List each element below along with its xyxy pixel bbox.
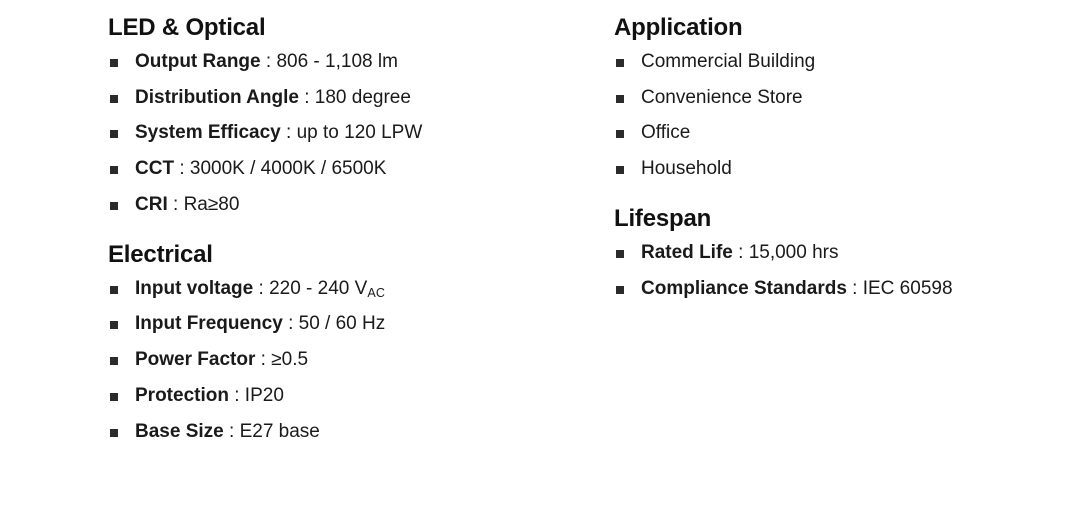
square-bullet-icon xyxy=(110,202,118,210)
list-item xyxy=(108,51,578,74)
list-item xyxy=(108,87,578,110)
spec-separator: : xyxy=(253,277,270,299)
list-item xyxy=(108,122,578,145)
square-bullet-icon xyxy=(110,357,118,365)
section-electrical xyxy=(108,241,578,444)
list-item xyxy=(108,194,578,217)
spec-value: Commercial Building xyxy=(641,50,816,72)
spec-value: ≥0.5 xyxy=(271,349,309,371)
spec-separator: : xyxy=(280,122,297,144)
list-item xyxy=(614,87,1054,110)
spec-value: Ra≥80 xyxy=(183,193,240,215)
spec-value: E27 base xyxy=(239,420,320,442)
spec-separator: : xyxy=(282,313,299,335)
square-bullet-icon xyxy=(110,95,118,103)
spec-value: 180 degree xyxy=(314,86,411,108)
left-column xyxy=(108,0,578,457)
spec-value: 15,000 hrs xyxy=(748,241,839,263)
square-bullet-icon xyxy=(110,429,118,437)
spec-separator: : xyxy=(228,384,245,406)
section-application xyxy=(614,14,1054,181)
section-lifespan xyxy=(614,205,1054,300)
spec-value-subscript: AC xyxy=(367,285,386,300)
square-bullet-icon xyxy=(616,95,624,103)
spec-list-lifespan xyxy=(614,242,1054,301)
list-item xyxy=(614,278,1054,301)
spec-separator: : xyxy=(732,241,749,263)
square-bullet-icon xyxy=(616,286,624,294)
spec-label: Input voltage xyxy=(135,277,254,299)
square-bullet-icon xyxy=(110,393,118,401)
spec-list-electrical xyxy=(108,278,578,444)
spec-label: Compliance Standards xyxy=(641,277,847,299)
spec-value: IP20 xyxy=(244,384,284,406)
list-item xyxy=(614,122,1054,145)
spec-label: System Efficacy xyxy=(135,122,281,144)
spec-label: Base Size xyxy=(135,420,224,442)
square-bullet-icon xyxy=(110,321,118,329)
list-item xyxy=(108,421,578,444)
list-item xyxy=(108,313,578,336)
square-bullet-icon xyxy=(110,166,118,174)
spec-label: Output Range xyxy=(135,50,261,72)
spec-value: 3000K / 4000K / 6500K xyxy=(189,158,387,180)
list-item xyxy=(614,242,1054,265)
section-title-led-optical: LED & Optical xyxy=(108,14,266,41)
spec-value: Household xyxy=(641,158,732,180)
square-bullet-icon xyxy=(110,59,118,67)
spec-label: Rated Life xyxy=(641,241,733,263)
spec-separator: : xyxy=(255,349,272,371)
section-led-optical xyxy=(108,14,578,217)
list-item xyxy=(108,385,578,408)
square-bullet-icon xyxy=(616,250,624,258)
right-column xyxy=(614,0,1054,313)
list-item xyxy=(614,51,1054,74)
spec-label: Protection xyxy=(135,384,229,406)
spec-label: Power Factor xyxy=(135,349,256,371)
list-item xyxy=(108,349,578,372)
spec-label: CCT xyxy=(135,158,175,180)
spec-label: CRI xyxy=(135,193,168,215)
spec-separator: : xyxy=(298,86,315,108)
square-bullet-icon xyxy=(110,130,118,138)
spec-list-led-optical xyxy=(108,51,578,217)
spec-label: Input Frequency xyxy=(135,313,283,335)
spec-separator: : xyxy=(167,193,184,215)
spec-separator: : xyxy=(846,277,863,299)
section-title-application: Application xyxy=(614,14,743,41)
square-bullet-icon xyxy=(110,286,118,294)
spec-value: IEC 60598 xyxy=(862,277,953,299)
spec-value: up to 120 LPW xyxy=(296,122,423,144)
spec-value: Convenience Store xyxy=(641,86,803,108)
spec-list-application xyxy=(614,51,1054,181)
square-bullet-icon xyxy=(616,130,624,138)
spec-value: 50 / 60 Hz xyxy=(298,313,386,335)
list-item xyxy=(614,158,1054,181)
list-item xyxy=(108,158,578,181)
section-title-electrical: Electrical xyxy=(108,240,213,268)
spec-label: Distribution Angle xyxy=(135,86,299,108)
spec-value: Office xyxy=(641,122,691,144)
spec-value: 220 - 240 V xyxy=(269,277,368,299)
square-bullet-icon xyxy=(616,166,624,174)
spec-separator: : xyxy=(260,50,277,72)
spec-value: 806 - 1,108 lm xyxy=(276,50,398,72)
section-title-lifespan: Lifespan xyxy=(614,204,712,232)
spec-separator: : xyxy=(223,420,240,442)
spec-separator: : xyxy=(174,158,190,180)
square-bullet-icon xyxy=(616,59,624,67)
list-item xyxy=(108,278,578,301)
